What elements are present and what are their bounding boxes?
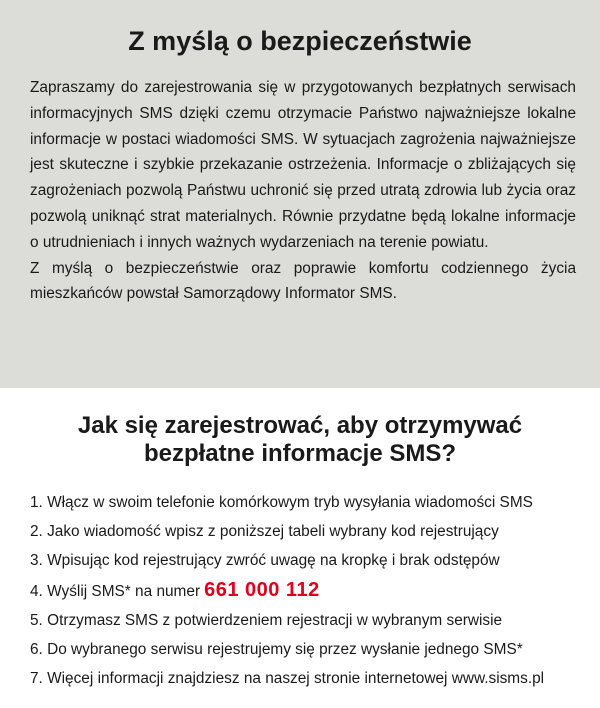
sms-phone-number: 661 000 112 <box>204 578 320 601</box>
registration-section <box>0 388 600 708</box>
registration-title-line-2: bezpłatne informacje SMS? <box>143 440 457 467</box>
step-1: 1. Włącz w swoim telefonie komórkowym tryb wysyłania wiadomości SMS <box>30 494 533 511</box>
step-6: 6. Do wybranego serwisu rejestrujemy się przez wysłanie jednego SMS* <box>30 641 523 659</box>
step-2: 2. Jako wiadomość wpisz z poniższej tabeli wybrany kod rejestrujący <box>30 523 499 541</box>
registration-title-line-1: Jak się zarejestrować, aby otrzymywać <box>77 412 523 439</box>
security-title: Z myślą o bezpieczeństwie <box>128 26 472 56</box>
step-4-text: 4. Wyślij SMS* na numer <box>30 582 201 600</box>
step-5: 5. Otrzymasz SMS z potwierdzeniem rejestracji w wybranym serwisie <box>30 611 503 629</box>
step-4 <box>30 576 590 606</box>
step-7: 7. Więcej informacji znajdziesz na naszej stronie internetowej www.sisms.pl <box>30 670 545 688</box>
intro-paragraph-1: Zapraszamy do zarejestrowania się w przygotowanych bezpłatnych serwisach informacyjnych SMS dzięki czemu otrzymacie Państwo najważniejsze lokalne informacje w postaci wiadomości SMS. W sytuacjach zagrożenia najważniejsze jest skuteczne i szybkie przekazanie ostrzeżenia. Informacje o zbliżających się zagrożeniach pozwolą Państwu uchronić się przed utratą zdrowia lub życia oraz pozwolą uniknąć strat materialnych. Równie przydatne będą lokalne informacje o utrudnieniach i innych ważnych wydarzeniach na terenie powiatu. <box>30 79 576 251</box>
step-3: 3. Wpisując kod rejestrujący zwróć uwagę na kropkę i brak odstępów <box>30 552 500 570</box>
intro-text <box>30 75 576 307</box>
intro-paragraph-2: Z myślą o bezpieczeństwie oraz poprawie komfortu codziennego życia mieszkańców powstał Samorządowy Informator SMS. <box>30 259 576 303</box>
registration-title <box>0 412 600 468</box>
registration-steps <box>30 488 590 693</box>
